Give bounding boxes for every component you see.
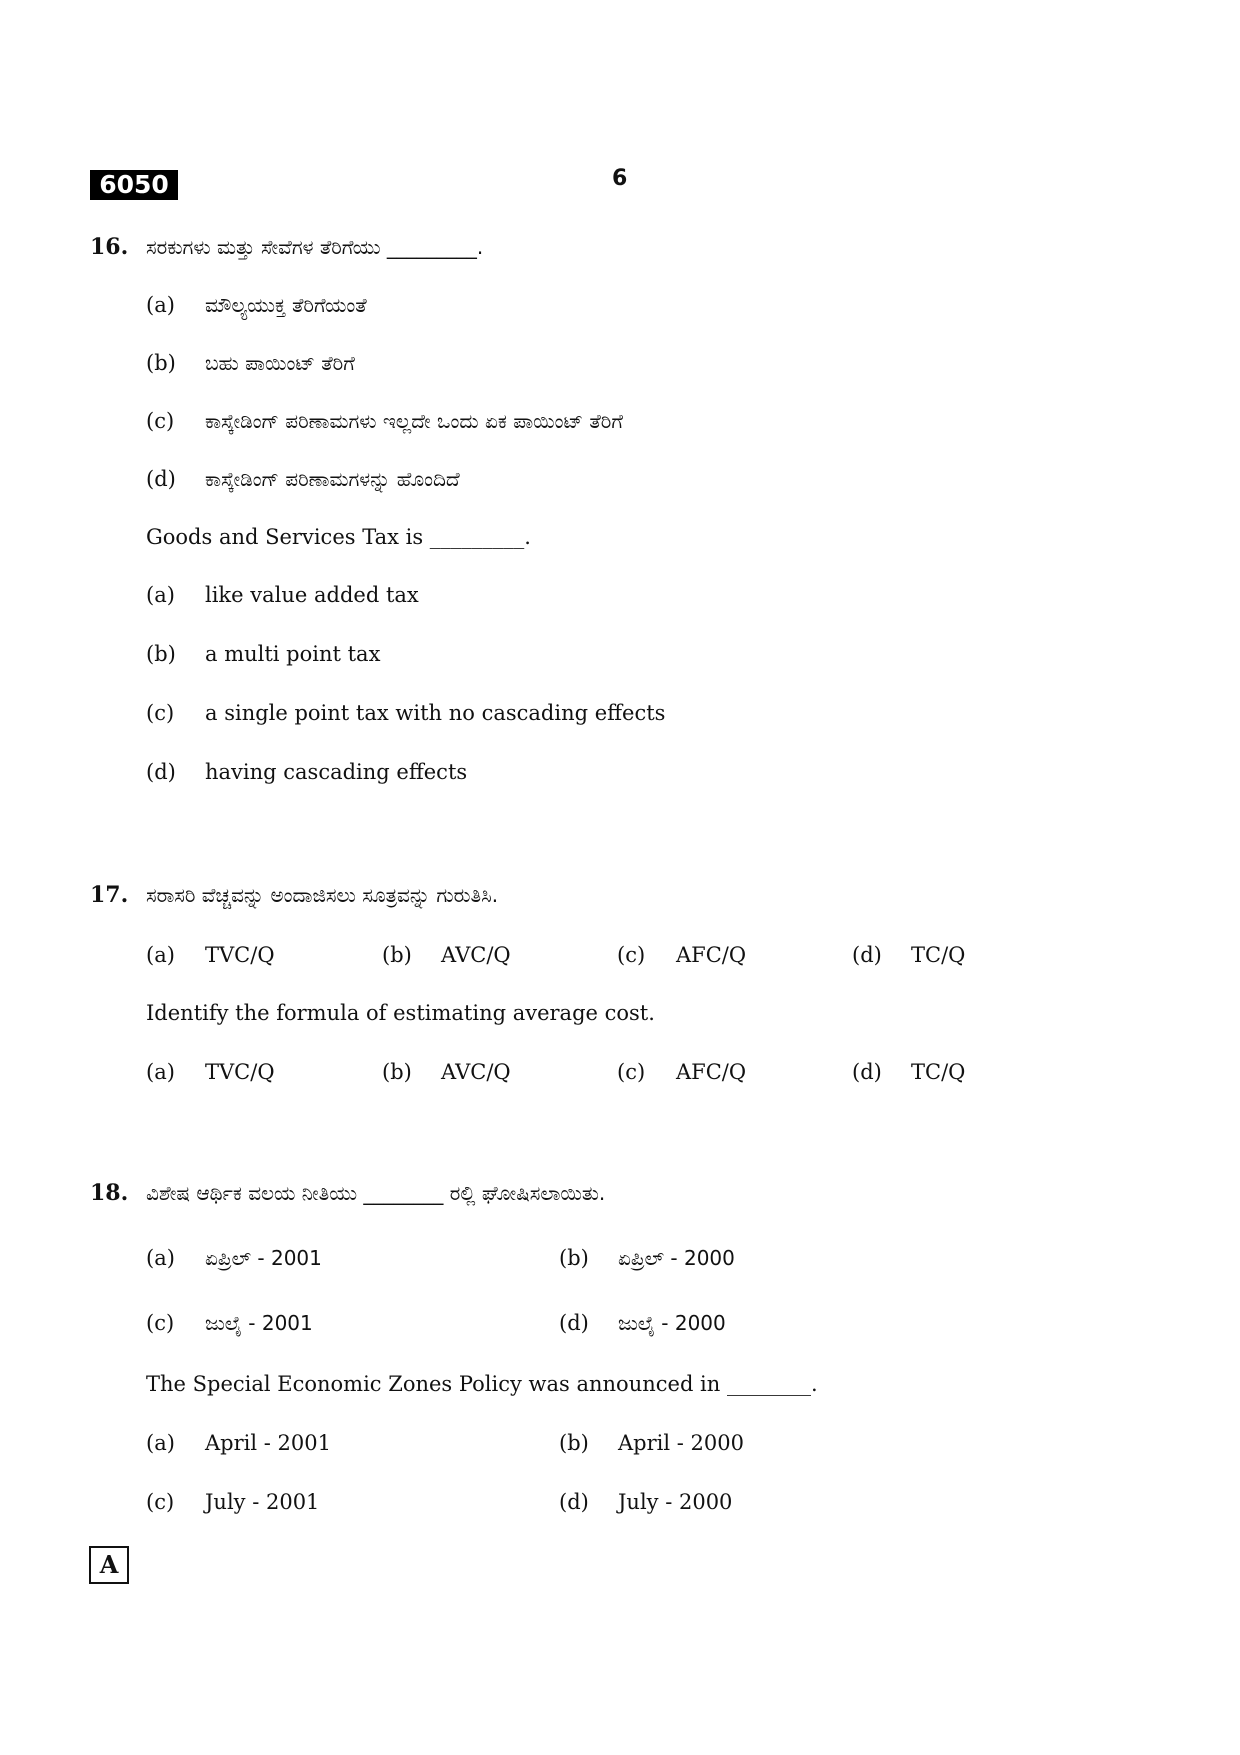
- option-label: (a): [146, 1060, 175, 1084]
- option-text-english: April - 2000: [618, 1431, 744, 1455]
- option-label: (a): [146, 1246, 175, 1270]
- option-label: (b): [559, 1246, 589, 1270]
- option-text: AFC/Q: [676, 1060, 747, 1084]
- option-text-english: July - 2000: [618, 1490, 733, 1514]
- option-label: (c): [146, 1311, 175, 1335]
- question-number: 16.: [90, 234, 129, 260]
- option-label: (a): [146, 583, 175, 607]
- page-number: 6: [612, 166, 628, 191]
- paper-code-badge: 6050: [90, 170, 178, 200]
- option-label: (b): [559, 1431, 589, 1455]
- series-code-box: A: [89, 1546, 129, 1584]
- option-text-kannada: ಮೌಲ್ಯಯುಕ್ತ ತೆರಿಗೆಯಂತೆ: [205, 293, 367, 317]
- option-text-english: a multi point tax: [205, 642, 381, 666]
- option-text-kannada: ಕಾಸ್ಕೇಡಿಂಗ್ ಪರಿಣಾಮಗಳನ್ನು ಹೊಂದಿದೆ: [205, 467, 460, 491]
- option-label: (b): [382, 943, 412, 967]
- option-text-english: April - 2001: [205, 1431, 331, 1455]
- option-label: (c): [146, 409, 175, 433]
- option-label: (c): [146, 1490, 175, 1514]
- option-label: (d): [852, 943, 882, 967]
- option-text: TVC/Q: [205, 1060, 275, 1084]
- option-label: (a): [146, 1431, 175, 1455]
- option-text-kannada: ಬಹು ಪಾಯಿಂಟ್ ತೆರಿಗೆ: [205, 351, 355, 375]
- option-label: (b): [146, 351, 176, 375]
- option-text-kannada: ಜುಲೈ - 2000: [618, 1311, 726, 1335]
- option-text-english: like value added tax: [205, 583, 419, 607]
- option-label: (c): [146, 701, 175, 725]
- question-stem-kannada: ಸರಾಸರಿ ವೆಚ್ಚವನ್ನು ಅಂದಾಜಿಸಲು ಸೂತ್ರವನ್ನು ಗುರುತಿಸಿ.: [146, 883, 499, 907]
- option-text: TVC/Q: [205, 943, 275, 967]
- option-label: (d): [852, 1060, 882, 1084]
- option-text-kannada: ಏಪ್ರಿಲ್ - 2000: [618, 1246, 735, 1270]
- option-text-kannada: ಏಪ್ರಿಲ್ - 2001: [205, 1246, 322, 1270]
- option-label: (a): [146, 943, 175, 967]
- option-label: (d): [146, 760, 176, 784]
- option-label: (b): [146, 642, 176, 666]
- option-text-kannada: ಜುಲೈ - 2001: [205, 1311, 313, 1335]
- option-label: (c): [617, 943, 646, 967]
- option-label: (d): [559, 1490, 589, 1514]
- option-text-kannada: ಕಾಸ್ಕೇಡಿಂಗ್ ಪರಿಣಾಮಗಳು ಇಲ್ಲದೇ ಒಂದು ಏಕ ಪಾಯಿಂಟ್ ತೆರಿಗೆ: [205, 409, 623, 433]
- option-label: (d): [146, 467, 176, 491]
- option-text: AVC/Q: [441, 1060, 511, 1084]
- option-text-english: July - 2001: [205, 1490, 320, 1514]
- option-label: (d): [559, 1311, 589, 1335]
- option-label: (c): [617, 1060, 646, 1084]
- question-stem-english: The Special Economic Zones Policy was announced in ________.: [146, 1372, 818, 1396]
- option-text: AVC/Q: [441, 943, 511, 967]
- question-stem-kannada: ಸರಕುಗಳು ಮತ್ತು ಸೇವೆಗಳ ತೆರಿಗೆಯು _________.: [146, 235, 484, 259]
- question-stem-english: Identify the formula of estimating average cost.: [146, 1001, 655, 1025]
- question-number: 17.: [90, 882, 129, 908]
- option-label: (a): [146, 293, 175, 317]
- option-text: TC/Q: [911, 1060, 966, 1084]
- option-label: (b): [382, 1060, 412, 1084]
- option-text-english: having cascading effects: [205, 760, 468, 784]
- option-text-english: a single point tax with no cascading effects: [205, 701, 666, 725]
- option-text: TC/Q: [911, 943, 966, 967]
- option-text: AFC/Q: [676, 943, 747, 967]
- question-stem-english: Goods and Services Tax is _________.: [146, 525, 531, 549]
- question-number: 18.: [90, 1180, 129, 1206]
- question-stem-kannada: ವಿಶೇಷ ಆರ್ಥಿಕ ವಲಯ ನೀತಿಯು ________ ರಲ್ಲಿ ಘೋಷಿಸಲಾಯಿತು.: [146, 1181, 606, 1205]
